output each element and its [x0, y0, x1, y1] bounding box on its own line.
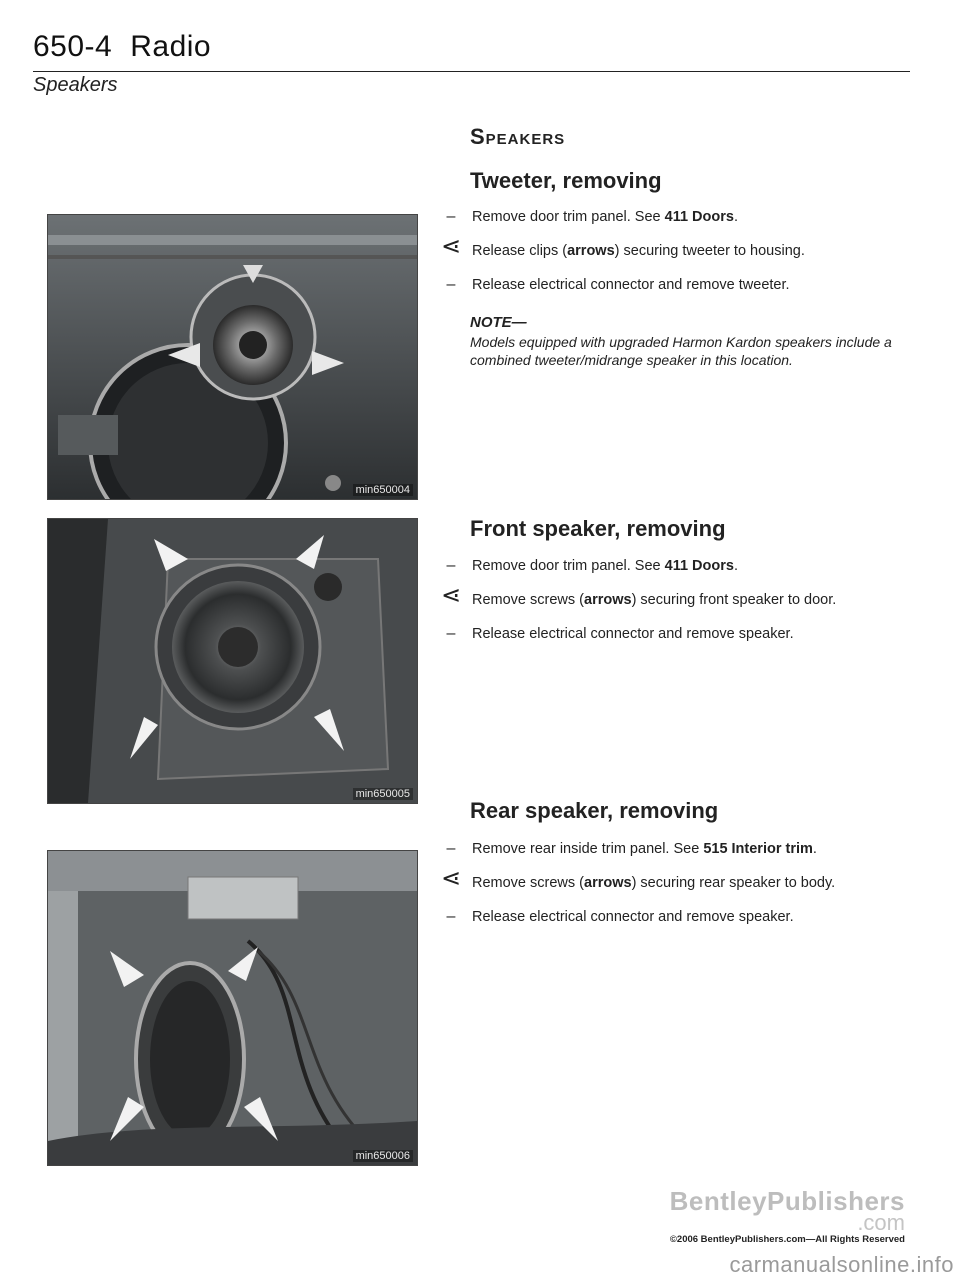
left-arrow-icon: ⋖ [440, 582, 462, 609]
step-text: Remove rear inside trim panel. See [472, 841, 704, 857]
front-speaker-heading: Front speaker, removing [470, 516, 726, 541]
copyright-notice: ©2006 BentleyPublishers.com—All Rights Reserved [669, 1234, 905, 1245]
rear-speaker-steps [440, 840, 910, 942]
tweeter-heading: Tweeter, removing [470, 168, 662, 193]
dash-marker: – [446, 208, 456, 225]
cross-reference: 411 Doors [664, 558, 734, 574]
dash-marker: – [446, 276, 456, 293]
photo-code: min650005 [353, 788, 413, 800]
step-text: Remove screws ( [472, 875, 584, 891]
step [440, 276, 910, 294]
step-text: ) securing rear speaker to body. [631, 875, 836, 891]
step [440, 625, 910, 643]
cross-reference: 515 Interior trim [703, 841, 813, 857]
arrows-keyword: arrows [567, 243, 615, 259]
tweeter-steps [440, 208, 910, 310]
photo-code: min650004 [353, 484, 413, 496]
main-heading: Speakers [470, 124, 566, 149]
note-body: Models equipped with upgraded Harmon Kardon speakers include a combined tweeter/midrange speaker in this location. [470, 334, 892, 368]
step [440, 233, 910, 260]
rear-speaker-photo [47, 850, 418, 1166]
step-text: Release electrical connector and remove speaker. [472, 626, 794, 642]
step-text: . [812, 841, 817, 857]
photo-code: min650006 [353, 1150, 413, 1162]
step-text: ) securing front speaker to door. [631, 592, 837, 608]
front-speaker-photo [47, 518, 418, 804]
dash-marker: – [446, 840, 456, 857]
note [470, 314, 910, 369]
step-text: Remove door trim panel. See [472, 558, 665, 574]
step [440, 908, 910, 926]
step-text: . [733, 558, 738, 574]
dash-marker: – [446, 625, 456, 642]
step [440, 557, 910, 575]
dash-marker: – [446, 557, 456, 574]
step [440, 208, 910, 226]
step [440, 840, 910, 858]
step-text: ) securing tweeter to housing. [614, 243, 805, 259]
step-text: . [733, 209, 738, 225]
rear-speaker-heading: Rear speaker, removing [470, 798, 719, 823]
cross-reference: 411 Doors [664, 209, 734, 225]
page-header [33, 30, 211, 64]
step-text: Remove door trim panel. See [472, 209, 665, 225]
page-number: 650-4 [33, 30, 113, 63]
left-arrow-icon: ⋖ [440, 233, 462, 260]
publisher-brand: BentleyPublishers [669, 1186, 905, 1216]
site-watermark: carmanualsonline.info [729, 1252, 954, 1277]
note-title: NOTE— [470, 314, 527, 331]
step-text: Release electrical connector and remove tweeter. [472, 277, 790, 293]
dash-marker: – [446, 908, 456, 925]
step [440, 582, 910, 609]
header-rule [33, 71, 910, 72]
step-text: Release electrical connector and remove speaker. [472, 909, 794, 925]
left-arrow-icon: ⋖ [440, 865, 462, 892]
arrows-keyword: arrows [584, 875, 632, 891]
step [440, 865, 910, 892]
step-text: Release clips ( [472, 243, 568, 259]
step-text: Remove screws ( [472, 592, 584, 608]
section-subtitle: Speakers [33, 74, 118, 96]
publisher-domain: .com [857, 1210, 905, 1235]
front-speaker-steps [440, 557, 910, 659]
arrows-keyword: arrows [584, 592, 632, 608]
publisher-logo [669, 1186, 905, 1235]
chapter-title: Radio [130, 30, 212, 63]
tweeter-photo [47, 214, 418, 500]
